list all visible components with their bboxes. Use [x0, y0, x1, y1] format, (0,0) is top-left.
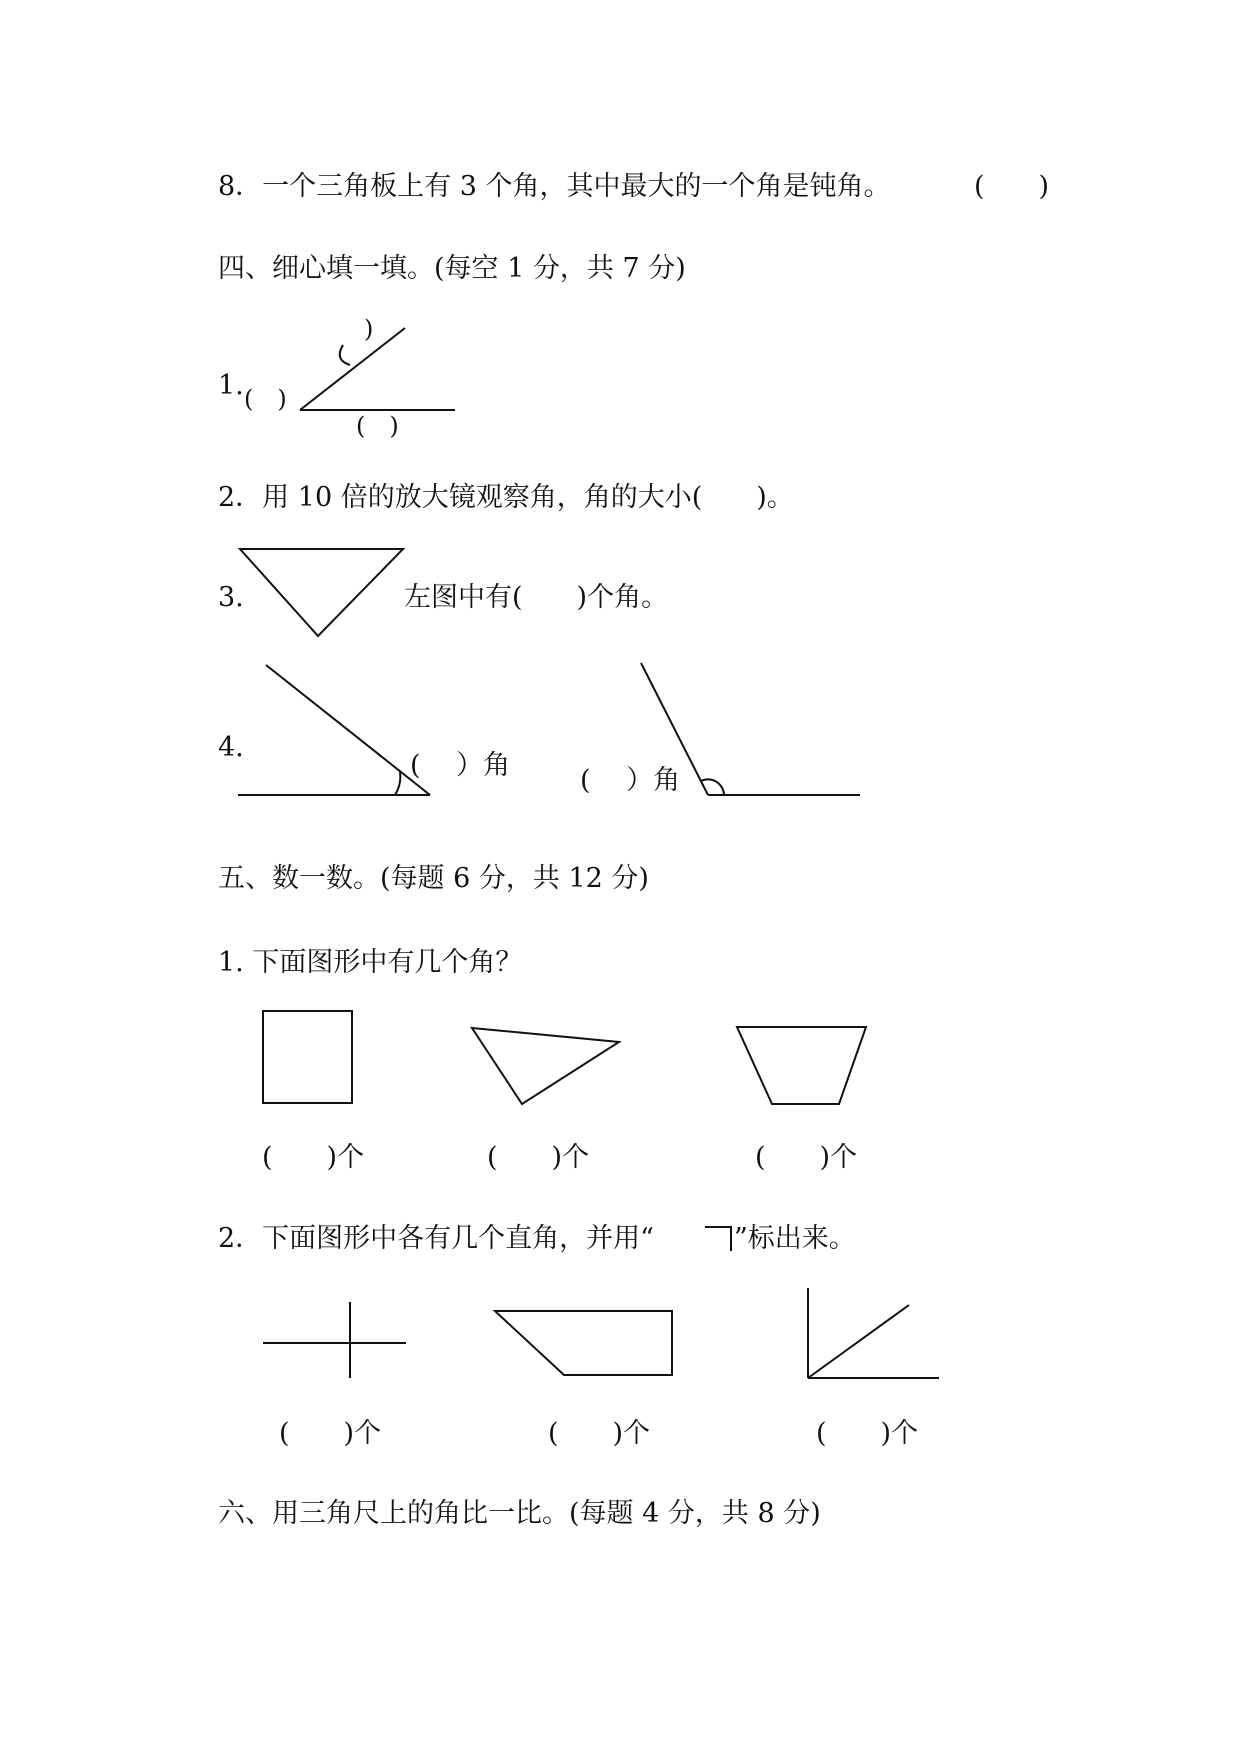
item3-v-figure: [240, 549, 403, 636]
right-angle-mark: [705, 1227, 731, 1251]
s5q1-answer-1[interactable]: ( )个: [262, 1142, 365, 1173]
item1-blank-bottom[interactable]: ( ): [356, 412, 399, 440]
item3-number: 3.: [218, 582, 244, 613]
item1-blank-left[interactable]: ( ): [244, 385, 287, 413]
q8-text: 8．一个三角板上有 3 个角，其中最大的一个角是钝角。: [218, 171, 891, 202]
triangle-shape: [472, 1028, 619, 1104]
s5q1-answer-2[interactable]: ( )个: [487, 1142, 590, 1173]
s5q2-text-before: 2．下面图形中各有几个直角，并用“: [218, 1223, 654, 1254]
cross-shape: [263, 1302, 406, 1378]
s5q2-text-after: ”标出来。: [734, 1223, 856, 1254]
section5-title: 五、数一数。(每题 6 分，共 12 分): [218, 863, 649, 894]
s5q2-answer-2[interactable]: ( )个: [548, 1418, 651, 1449]
item2-text: 2．用 10 倍的放大镜观察角，角的大小( )。: [218, 482, 794, 513]
item4-label-obtuse[interactable]: ( ）角: [580, 765, 681, 796]
s5q2-answer-1[interactable]: ( )个: [279, 1418, 382, 1449]
item1-angle-figure: [300, 328, 455, 410]
s5q2-answer-3[interactable]: ( )个: [816, 1418, 919, 1449]
s5q1-text: 1. 下面图形中有几个角？: [218, 947, 523, 978]
item4-number: 4.: [218, 732, 244, 763]
item3-text: 左图中有( )个角。: [404, 582, 669, 613]
right-trapezoid-shape: [495, 1311, 672, 1375]
trapezoid-shape: [737, 1027, 866, 1104]
section4-title: 四、细心填一填。(每空 1 分，共 7 分): [218, 253, 686, 284]
item4-acute-angle: [238, 665, 430, 795]
s5q1-answer-3[interactable]: ( )个: [755, 1142, 858, 1173]
item1-blank-top[interactable]: ): [364, 315, 374, 343]
square-shape: [263, 1011, 352, 1103]
item4-label-acute[interactable]: ( ）角: [410, 750, 511, 781]
q8-answer-blank[interactable]: ( ): [974, 171, 1050, 202]
right-angle-with-ray-shape: [808, 1288, 939, 1378]
item1-number: 1.: [218, 370, 244, 401]
section6-title: 六、用三角尺上的角比一比。(每题 4 分，共 8 分): [218, 1498, 821, 1529]
